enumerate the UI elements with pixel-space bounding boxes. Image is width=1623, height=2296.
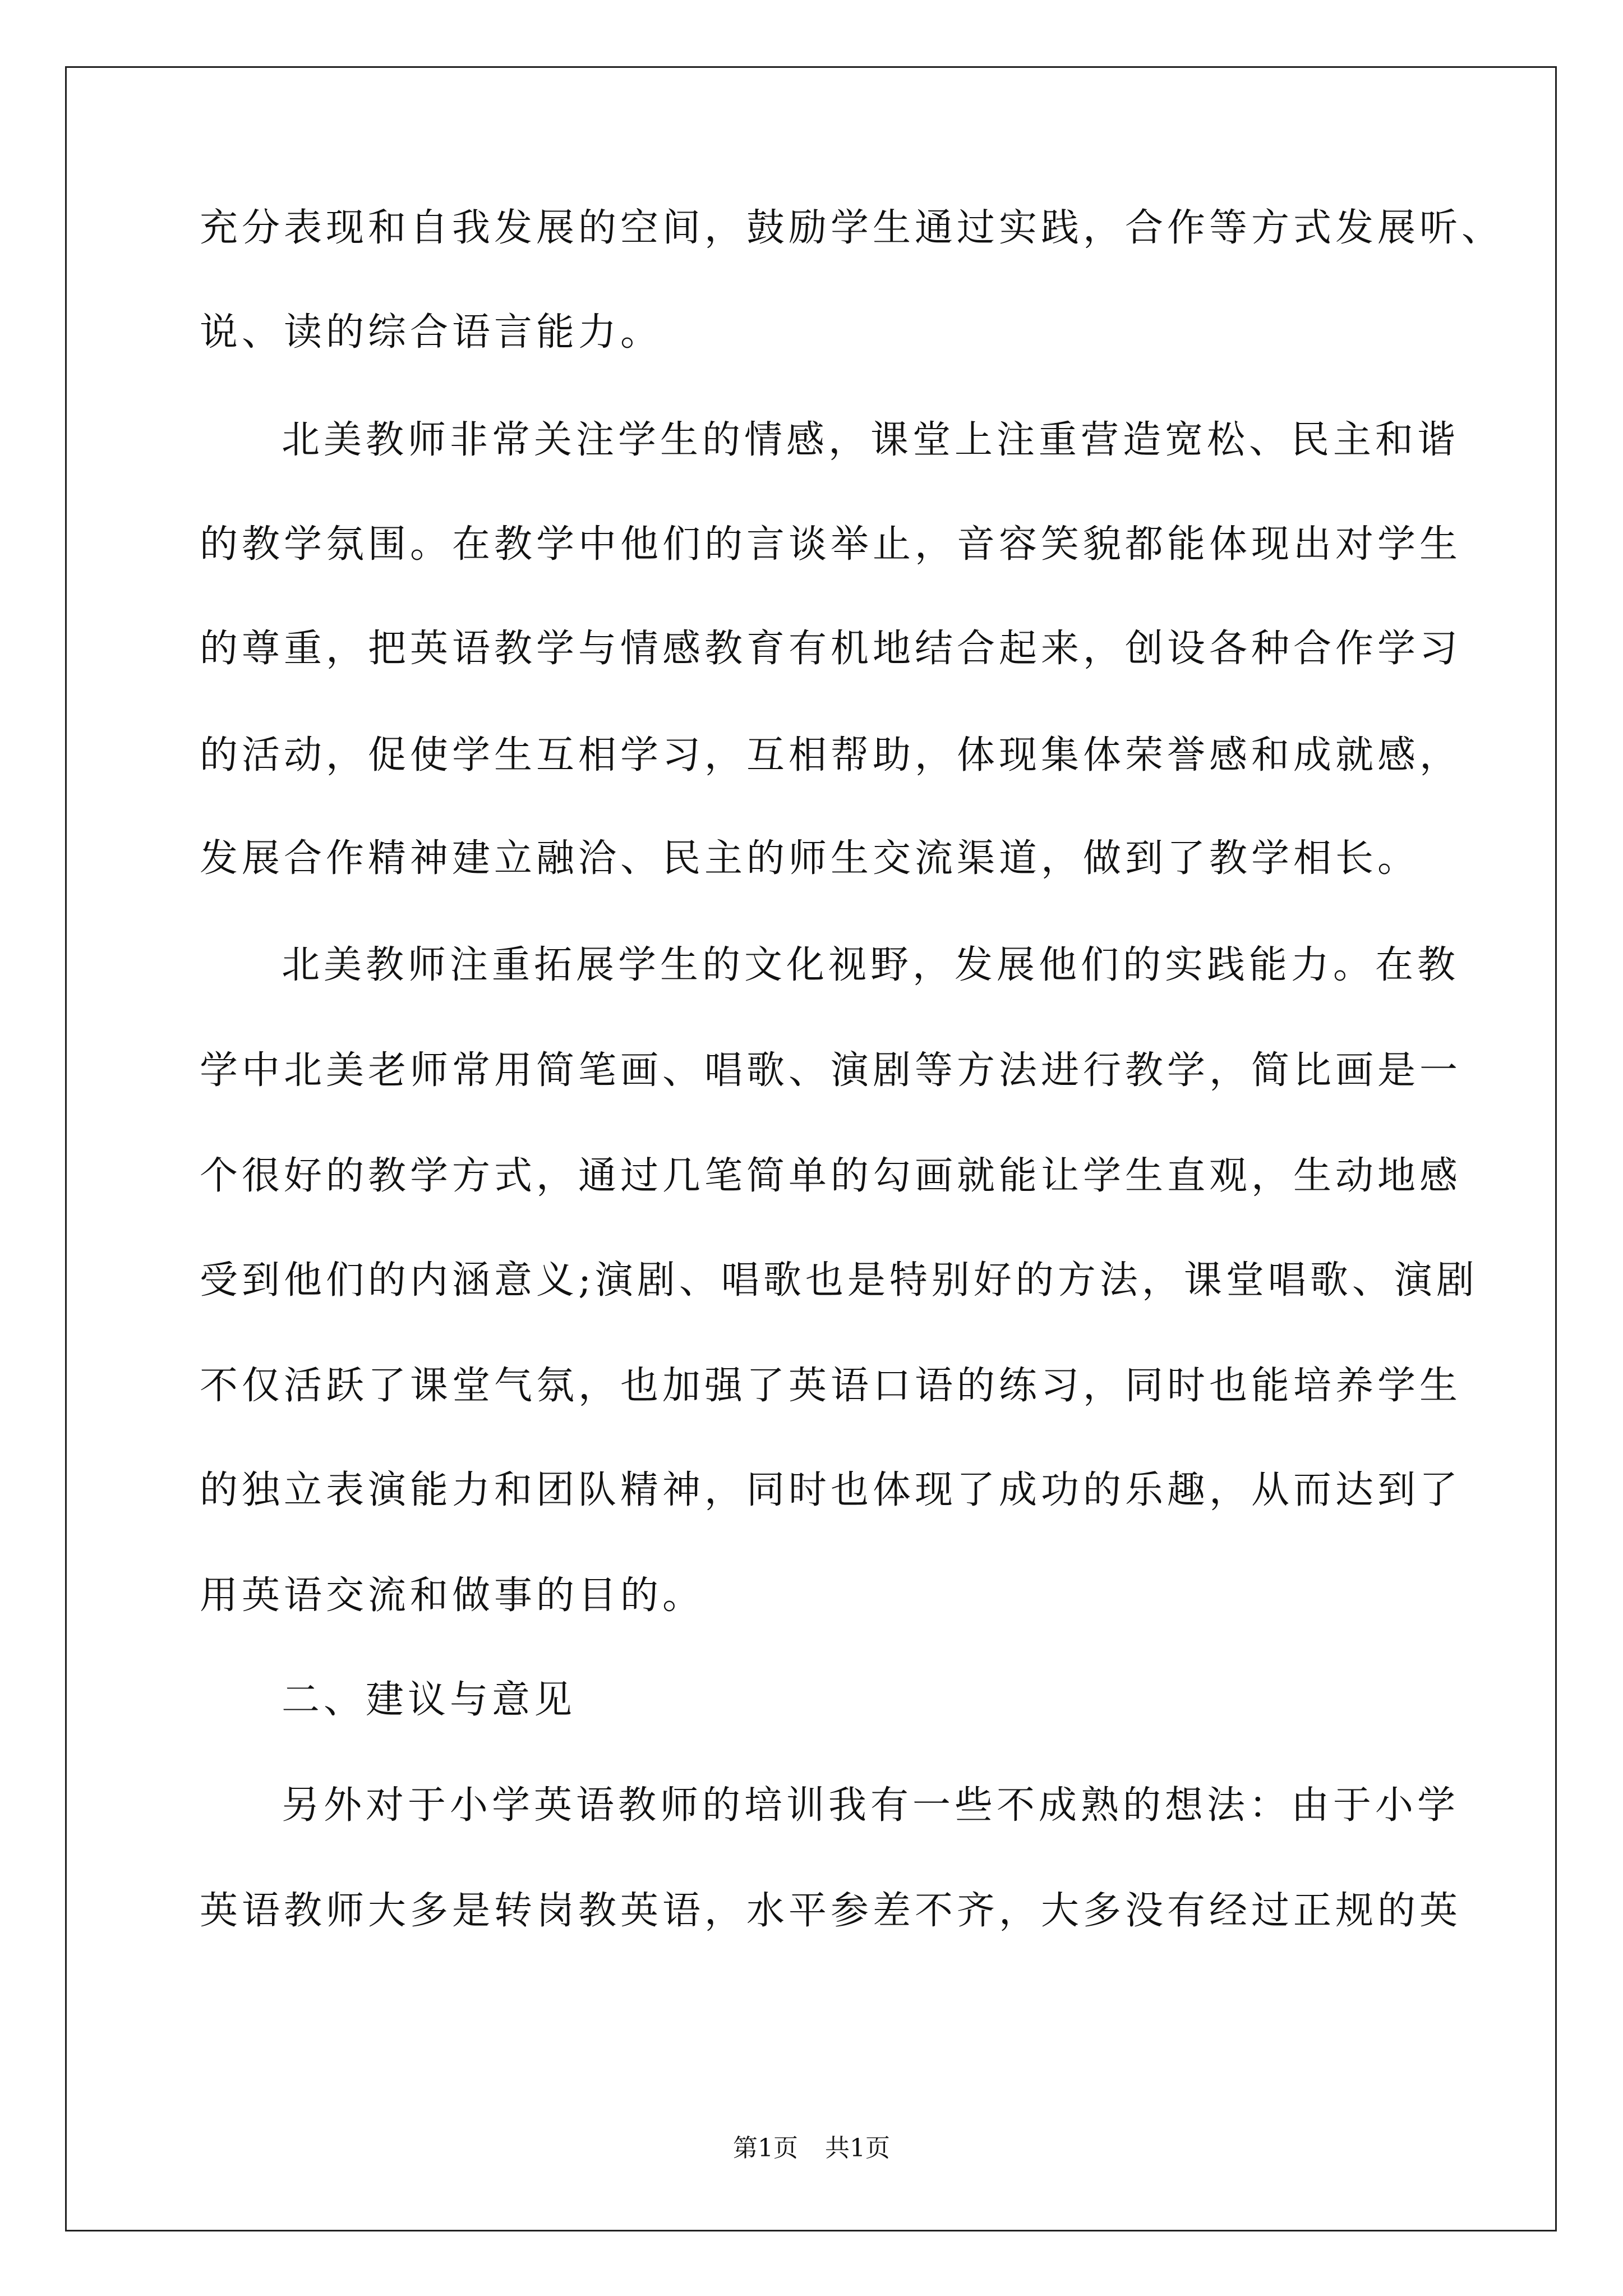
text-line: 的尊重，把英语教学与情感教育有机地结合起来，创设各种合作学习 — [200, 627, 1462, 671]
text-line: 不仅活跃了课堂气氛，也加强了英语口语的练习，同时也能培养学生 — [200, 1364, 1462, 1408]
section-heading: 二、建议与意见 — [282, 1678, 577, 1722]
total-pages: 共1页 — [825, 2134, 890, 2162]
text-line: 英语教师大多是转岗教英语，水平参差不齐，大多没有经过正规的英 — [200, 1889, 1462, 1933]
text-line: 的教学氛围。在教学中他们的言谈举止，音容笑貌都能体现出对学生 — [200, 522, 1462, 567]
text-line: 的独立表演能力和团队精神，同时也体现了成功的乐趣，从而达到了 — [200, 1468, 1462, 1512]
text-line: 充分表现和自我发展的空间，鼓励学生通过实践，合作等方式发展听、 — [200, 206, 1504, 250]
text-line: 说、读的综合语言能力。 — [200, 310, 663, 355]
text-line: 发展合作精神建立融洽、民主的师生交流渠道，做到了教学相长。 — [200, 836, 1420, 881]
text-line: 用英语交流和做事的目的。 — [200, 1573, 705, 1618]
paragraph-start-line: 北美教师注重拓展学生的文化视野，发展他们的实践能力。在教 — [282, 943, 1460, 987]
text-line: 的活动，促使学生互相学习，互相帮助，体现集体荣誉感和成就感， — [200, 733, 1462, 777]
text-line: 受到他们的内涵意义;演剧、唱歌也是特别好的方法，课堂唱歌、演剧 — [200, 1258, 1478, 1303]
text-line: 学中北美老师常用简笔画、唱歌、演剧等方法进行教学，简比画是一 — [200, 1048, 1462, 1093]
paragraph-start-line: 北美教师非常关注学生的情感，课堂上注重营造宽松、民主和谐 — [282, 418, 1460, 462]
page-footer — [0, 2132, 1623, 2165]
text-line: 个很好的教学方式，通过几笔简单的勾画就能让学生直观，生动地感 — [200, 1154, 1462, 1198]
page-number: 第1页 — [733, 2134, 798, 2162]
paragraph-start-line: 另外对于小学英语教师的培训我有一些不成熟的想法：由于小学 — [282, 1783, 1460, 1828]
